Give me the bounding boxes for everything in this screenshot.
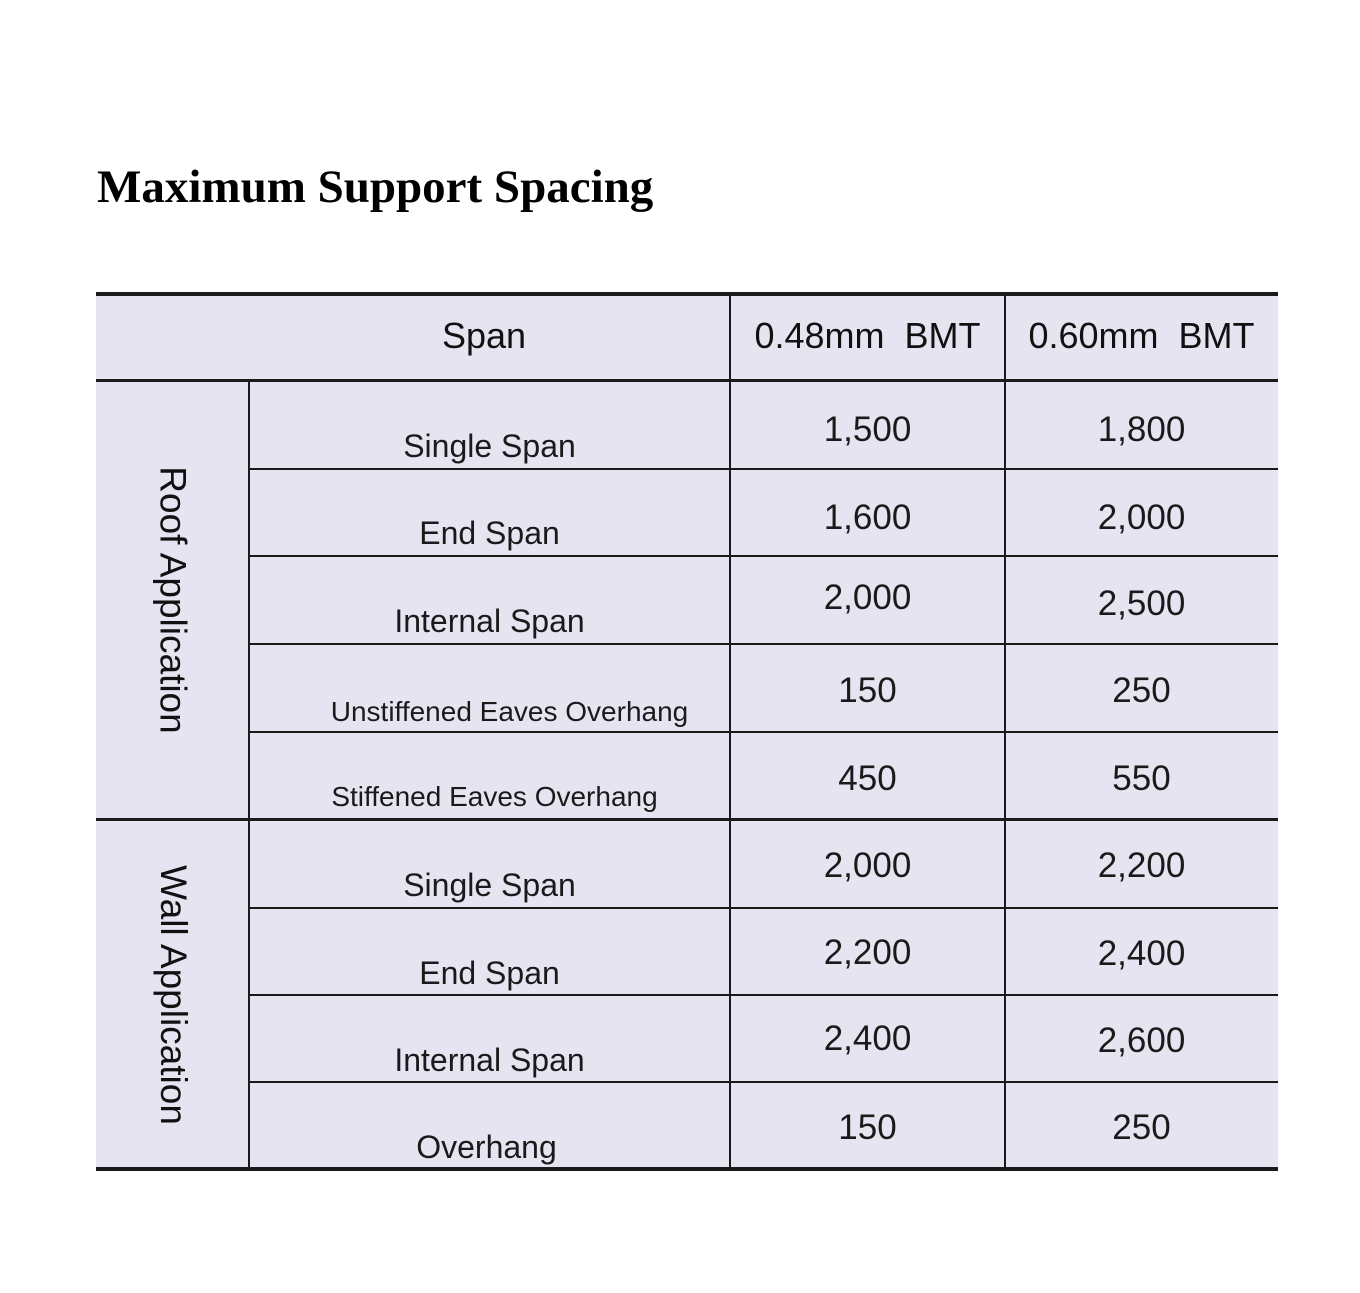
table-row-span: Internal Span — [394, 1042, 585, 1078]
table-cell-060: 2,200 — [1097, 846, 1186, 885]
group-divider-rule — [96, 818, 1278, 821]
table-row-span: Single Span — [403, 428, 576, 464]
table-cell-048: 1,600 — [823, 498, 912, 537]
group-label: Roof Application — [152, 465, 194, 734]
page-title: Maximum Support Spacing — [97, 161, 654, 213]
table-cell-048: 450 — [838, 759, 897, 798]
table-top-rule — [96, 292, 1278, 296]
table-cell-060: 550 — [1112, 759, 1171, 798]
header-bottom-rule — [96, 379, 1278, 382]
table-cell-060: 2,600 — [1097, 1021, 1186, 1060]
table-row-span: Internal Span — [394, 603, 585, 639]
row-divider — [249, 643, 1278, 645]
table-cell-048: 2,000 — [823, 578, 912, 617]
table-row-span: End Span — [419, 515, 560, 551]
group-column-rule — [248, 380, 250, 1169]
table-cell-060: 2,400 — [1097, 934, 1186, 973]
table-row-span: Single Span — [403, 867, 576, 903]
table-cell-060: 2,500 — [1097, 584, 1186, 623]
row-divider — [249, 907, 1278, 909]
table-bottom-rule — [96, 1167, 1278, 1171]
group-wall-application — [96, 819, 249, 1171]
table-cell-048: 2,200 — [823, 933, 912, 972]
table-cell-060: 1,800 — [1097, 410, 1186, 449]
table-cell-048: 1,500 — [823, 410, 912, 449]
header-060-bmt: 0.60mm BMT — [1028, 315, 1255, 356]
table-cell-048: 150 — [838, 671, 897, 710]
table-row-span: End Span — [419, 955, 560, 991]
table-row-span: Overhang — [416, 1129, 557, 1165]
table-cell-060: 2,000 — [1097, 498, 1186, 537]
row-divider — [249, 468, 1278, 470]
row-divider — [249, 555, 1278, 557]
column-rule-048 — [729, 294, 731, 1169]
table-row-span: Stiffened Eaves Overhang — [331, 781, 658, 812]
table-cell-060: 250 — [1112, 671, 1171, 710]
table-row-span: Unstiffened Eaves Overhang — [330, 696, 689, 727]
table-cell-048: 2,400 — [823, 1019, 912, 1058]
column-rule-060 — [1004, 294, 1006, 1169]
group-label: Wall Application — [152, 865, 194, 1125]
support-spacing-table — [96, 292, 1278, 1171]
row-divider — [249, 994, 1278, 996]
row-divider — [249, 1081, 1278, 1083]
table-cell-048: 2,000 — [823, 846, 912, 885]
table-cell-060: 250 — [1112, 1108, 1171, 1147]
header-048-bmt: 0.48mm BMT — [754, 315, 981, 356]
group-roof-application — [96, 380, 249, 819]
table-cell-048: 150 — [838, 1108, 897, 1147]
row-divider — [249, 731, 1278, 733]
header-span: Span — [441, 315, 527, 356]
